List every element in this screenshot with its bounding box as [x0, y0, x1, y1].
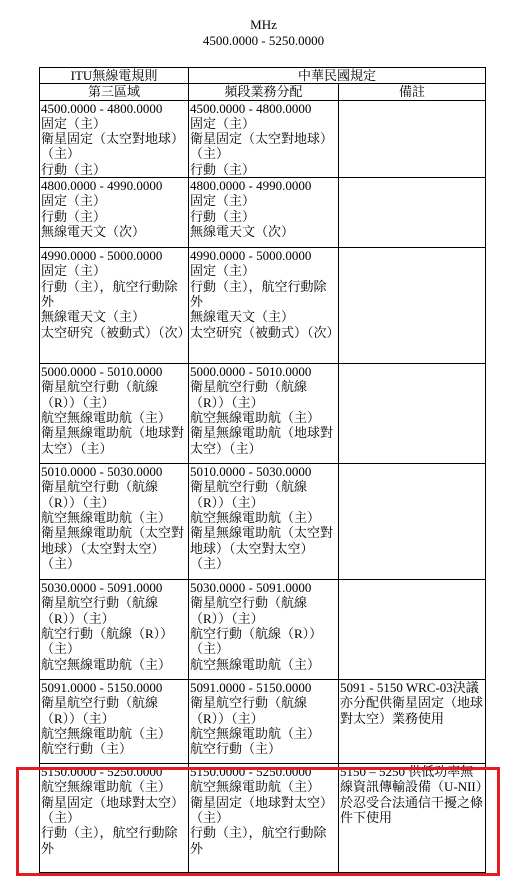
- cell-line: 5091 - 5150 WRC-03決議亦分配供衛星固定（地球對太空）業務使用: [340, 680, 484, 726]
- cell-line: 固定（主）: [190, 193, 256, 209]
- table-row: [40, 364, 486, 464]
- cell-line: 行動（主），航空行動除外: [190, 278, 327, 309]
- cell-line: 航空無線電助航（主）: [190, 409, 321, 425]
- cell-line: 固定（主）: [41, 115, 107, 131]
- table-row: [40, 178, 486, 248]
- table-row: [40, 464, 486, 580]
- cell-line: 4990.0000 - 5000.0000: [190, 248, 312, 264]
- cell-roc: [189, 464, 339, 580]
- cell-line: 衛星航空行動（航線（R））（主）: [41, 595, 159, 626]
- cell-line: 航空無線電助航（主）: [190, 656, 321, 672]
- cell-itu: [40, 100, 189, 177]
- cell-line: 衛星無線電助航（地球對太空）（主）: [190, 425, 334, 456]
- cell-itu: [40, 764, 189, 873]
- cell-line: 衛星固定（太空對地球）（主）: [190, 131, 334, 162]
- subheader-allocation: 頻段業務分配: [189, 84, 339, 100]
- table-row: [40, 248, 486, 364]
- cell-line: 無線電天文（主）: [190, 309, 295, 325]
- cell-line: 太空研究（被動式）（次）: [190, 324, 340, 340]
- table-row: [40, 680, 486, 764]
- cell-line: 行動（主），航空行動除外: [41, 825, 178, 856]
- cell-line: 衛星航空行動（航線（R））（主）: [190, 695, 308, 726]
- cell-line: 航空行動（主）: [190, 741, 282, 757]
- cell-line: 航空無線電助航（主）: [41, 656, 172, 672]
- cell-roc: [189, 580, 339, 680]
- cell-line: 衛星固定（太空對地球）（主）: [41, 131, 185, 162]
- cell-line: 4990.0000 - 5000.0000: [41, 248, 163, 264]
- cell-roc: [189, 364, 339, 464]
- cell-line: 衛星航空行動（航線（R））（主）: [190, 595, 308, 626]
- cell-itu: [40, 364, 189, 464]
- cell-line: 固定（主）: [190, 115, 256, 131]
- cell-line: 行動（主）: [41, 161, 107, 177]
- cell-line: 航空行動（主）: [41, 741, 133, 757]
- cell-remark: [339, 248, 486, 364]
- cell-remark: [339, 580, 486, 680]
- cell-line: 5150 – 5250 供低功率無線資訊傳輸設備（U-NII）於忍受合法通信干擾之條件下使用: [340, 764, 484, 825]
- header-roc: 中華民國規定: [189, 68, 486, 84]
- cell-line: 航空無線電助航（主）: [41, 409, 172, 425]
- cell-line: 衛星航空行動（航線（R））（主）: [41, 479, 159, 510]
- cell-itu: [40, 248, 189, 364]
- cell-line: 5000.0000 - 5010.0000: [190, 364, 312, 380]
- cell-line: 行動（主）: [190, 208, 256, 224]
- cell-line: 4800.0000 - 4990.0000: [41, 178, 163, 194]
- cell-remark: [339, 764, 486, 873]
- table-row: [40, 100, 486, 177]
- unit-label: MHz: [250, 17, 277, 32]
- cell-itu: [40, 680, 189, 764]
- cell-line: 航空無線電助航（主）: [41, 725, 172, 741]
- cell-remark: [339, 178, 486, 248]
- cell-line: 5000.0000 - 5010.0000: [41, 364, 163, 380]
- range-label: 4500.0000 - 5250.0000: [202, 33, 325, 48]
- cell-line: 衛星固定（地球對太空）（主）: [41, 794, 185, 825]
- cell-remark: [339, 100, 486, 177]
- cell-remark: [339, 464, 486, 580]
- subheader-region: 第三區域: [40, 84, 189, 100]
- cell-itu: [40, 464, 189, 580]
- cell-itu: [40, 178, 189, 248]
- cell-roc: [189, 178, 339, 248]
- cell-line: 衛星航空行動（航線（R））（主）: [41, 379, 159, 410]
- header-itu: ITU無線電規則: [40, 68, 189, 84]
- cell-line: 衛星固定（地球對太空）（主）: [190, 794, 334, 825]
- cell-line: 固定（主）: [190, 263, 256, 279]
- cell-line: 行動（主）: [41, 208, 107, 224]
- cell-line: 衛星無線電助航（太空對地球）（太空對太空）（主）: [41, 525, 185, 571]
- cell-line: 航空無線電助航（主）: [41, 509, 172, 525]
- cell-line: 5030.0000 - 5091.0000: [190, 580, 312, 596]
- allocation-table: [39, 67, 486, 873]
- cell-line: 5091.0000 - 5150.0000: [41, 680, 163, 696]
- table-row: [40, 764, 486, 873]
- cell-line: 無線電天文（次）: [41, 223, 146, 239]
- cell-roc: [189, 248, 339, 364]
- table-body: [40, 100, 486, 872]
- cell-roc: [189, 764, 339, 873]
- cell-line: 行動（主），航空行動除外: [41, 278, 178, 309]
- cell-remark: [339, 364, 486, 464]
- cell-line: 固定（主）: [41, 193, 107, 209]
- cell-line: 5150.0000 - 5250.0000: [190, 764, 312, 780]
- cell-line: 無線電天文（主）: [41, 309, 146, 325]
- cell-line: 航空行動（航線（R））（主）: [190, 625, 323, 657]
- cell-line: 航空無線電助航（主）: [190, 509, 321, 525]
- cell-line: 衛星航空行動（航線（R））（主）: [190, 379, 308, 410]
- cell-roc: [189, 100, 339, 177]
- cell-line: 4500.0000 - 4800.0000: [41, 100, 163, 116]
- cell-line: 行動（主），航空行動除外: [190, 825, 327, 856]
- table-row: [40, 580, 486, 680]
- cell-line: 行動（主）: [190, 161, 256, 177]
- cell-line: 衛星無線電助航（地球對太空）（主）: [41, 425, 185, 456]
- cell-line: 4500.0000 - 4800.0000: [190, 100, 312, 116]
- cell-line: 衛星無線電助航（太空對地球）（太空對太空）（主）: [190, 525, 334, 571]
- cell-line: 4800.0000 - 4990.0000: [190, 178, 312, 194]
- cell-line: 航空無線電助航（主）: [41, 779, 172, 795]
- cell-itu: [40, 580, 189, 680]
- cell-line: 5030.0000 - 5091.0000: [41, 580, 163, 596]
- cell-line: 5010.0000 - 5030.0000: [41, 464, 163, 480]
- cell-line: 5010.0000 - 5030.0000: [190, 464, 312, 480]
- cell-line: 5150.0000 - 5250.0000: [41, 764, 163, 780]
- cell-line: 太空研究（被動式）（次）: [41, 324, 191, 340]
- cell-line: 無線電天文（次）: [190, 223, 295, 239]
- cell-line: 固定（主）: [41, 263, 107, 279]
- cell-line: 衛星航空行動（航線（R））（主）: [41, 695, 159, 726]
- cell-line: 航空無線電助航（主）: [190, 779, 321, 795]
- cell-line: 航空無線電助航（主）: [190, 725, 321, 741]
- subheader-remarks: 備註: [339, 84, 486, 100]
- cell-line: 航空行動（航線（R））（主）: [41, 625, 174, 657]
- cell-remark: [339, 680, 486, 764]
- cell-line: 5091.0000 - 5150.0000: [190, 680, 312, 696]
- cell-line: 衛星航空行動（航線（R））（主）: [190, 479, 308, 510]
- cell-roc: [189, 680, 339, 764]
